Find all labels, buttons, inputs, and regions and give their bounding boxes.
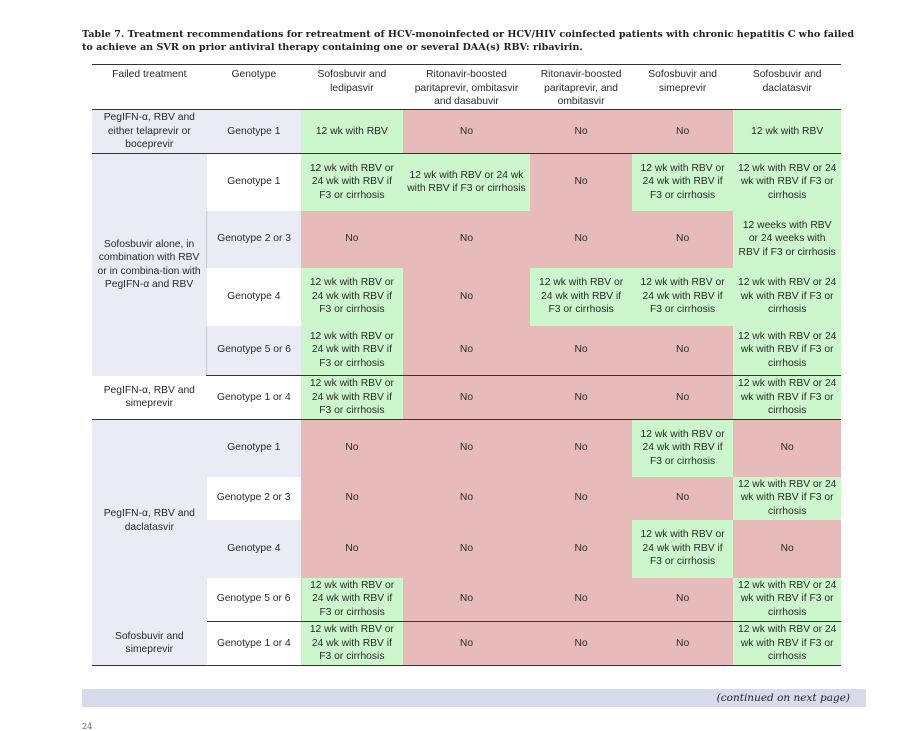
regimen-cell: No (530, 578, 632, 622)
regimen-cell: No (530, 520, 632, 578)
genotype-cell: Genotype 1 (207, 154, 302, 211)
regimen-cell: 12 wk with RBV or 24 wk with RBV if F3 or cirrhosis (632, 154, 734, 211)
failed-treatment-cell: PegIFN-α, RBV and daclatasvir (92, 420, 207, 622)
regimen-cell: No (632, 211, 734, 268)
regimen-cell: No (403, 110, 531, 154)
regimen-cell: No (530, 110, 632, 154)
genotype-cell: Genotype 4 (207, 520, 302, 578)
regimen-cell: No (733, 420, 841, 477)
table-caption: Table 7. Treatment recommendations for retreatment of HCV-monoinfected or HCV/HIV coinfected patients with chronic hepatitis C who failed to achieve an SVR on prior antiviral therapy containing one or several DAA(s) RBV: ribavirin. (82, 29, 855, 54)
genotype-cell: Genotype 2 or 3 (207, 477, 302, 520)
genotype-cell: Genotype 5 or 6 (207, 578, 302, 622)
regimen-cell: No (530, 477, 632, 520)
header-sofosbuvir-simeprevir: Sofosbuvir and simeprevir (632, 65, 734, 110)
header-sofosbuvir-daclatasvir: Sofosbuvir and daclatasvir (733, 65, 841, 110)
regimen-cell: 12 wk with RBV or 24 wk with RBV if F3 or cirrhosis (301, 578, 403, 622)
regimen-cell: 12 wk with RBV (733, 110, 841, 154)
regimen-cell: 12 wk with RBV or 24 wk with RBV if F3 or cirrhosis (301, 154, 403, 211)
regimen-cell: 12 wk with RBV or 24 wk with RBV if F3 or cirrhosis (733, 578, 841, 622)
regimen-cell: 12 wk with RBV or 24 wk with RBV if F3 or cirrhosis (733, 154, 841, 211)
regimen-cell: No (632, 376, 734, 420)
regimen-cell: 12 wk with RBV or 24 wk with RBV if F3 or cirrhosis (632, 268, 734, 326)
treatment-table (92, 64, 841, 666)
regimen-cell: 12 wk with RBV or 24 wk with RBV if F3 or cirrhosis (301, 326, 403, 376)
page-number: 24 (82, 722, 93, 731)
genotype-cell: Genotype 1 or 4 (207, 622, 302, 666)
genotype-cell: Genotype 1 (207, 420, 302, 477)
regimen-cell: No (403, 420, 531, 477)
regimen-cell: 12 wk with RBV or 24 wk with RBV if F3 or cirrhosis (403, 154, 531, 211)
header-paritaprevir-ombitasvir-dasabuvir: Ritonavir-boosted paritaprevir, ombitasvir and dasabuvir (403, 65, 531, 110)
regimen-cell: 12 wk with RBV or 24 wk with RBV if F3 or cirrhosis (733, 268, 841, 326)
regimen-cell: 12 wk with RBV or 24 wk with RBV if F3 or cirrhosis (301, 622, 403, 666)
regimen-cell: No (301, 520, 403, 578)
regimen-cell: No (403, 211, 531, 268)
regimen-cell: 12 wk with RBV or 24 wk with RBV if F3 or cirrhosis (301, 376, 403, 420)
continued-note: (continued on next page) (716, 692, 850, 704)
regimen-cell: 12 wk with RBV or 24 wk with RBV if F3 or cirrhosis (733, 376, 841, 420)
regimen-cell: 12 wk with RBV or 24 wk with RBV if F3 or cirrhosis (632, 520, 734, 578)
regimen-cell: No (301, 477, 403, 520)
regimen-cell: No (530, 420, 632, 477)
regimen-cell: 12 wk with RBV (301, 110, 403, 154)
regimen-cell: 12 wk with RBV or 24 wk with RBV if F3 or cirrhosis (632, 420, 734, 477)
regimen-cell: 12 wk with RBV or 24 wk with RBV if F3 or cirrhosis (733, 477, 841, 520)
regimen-cell: No (530, 211, 632, 268)
regimen-cell: No (403, 578, 531, 622)
regimen-cell: No (301, 211, 403, 268)
regimen-cell: No (403, 326, 531, 376)
regimen-cell: No (632, 477, 734, 520)
regimen-cell: No (733, 520, 841, 578)
regimen-cell: No (632, 578, 734, 622)
header-genotype: Genotype (207, 65, 302, 110)
genotype-cell: Genotype 2 or 3 (207, 211, 302, 268)
table-row (92, 376, 841, 420)
regimen-cell: No (301, 420, 403, 477)
header-paritaprevir-ombitasvir: Ritonavir-boosted paritaprevir, and ombitasvir (530, 65, 632, 110)
genotype-cell: Genotype 4 (207, 268, 302, 326)
regimen-cell: No (530, 154, 632, 211)
regimen-cell: No (632, 110, 734, 154)
genotype-cell: Genotype 1 (207, 110, 302, 154)
genotype-cell: Genotype 1 or 4 (207, 376, 302, 420)
regimen-cell: No (403, 520, 531, 578)
regimen-cell: 12 wk with RBV or 24 wk with RBV if F3 or cirrhosis (733, 326, 841, 376)
failed-treatment-cell: PegIFN-α, RBV and simeprevir (92, 376, 207, 420)
header-row (92, 65, 841, 110)
table-row (92, 420, 841, 477)
table-row (92, 110, 841, 154)
failed-treatment-cell: Sofosbuvir alone, in combination with RBV or in combina-tion with PegIFN-α and RBV (92, 154, 207, 376)
regimen-cell: No (403, 622, 531, 666)
regimen-cell: No (403, 477, 531, 520)
continued-bar (82, 689, 866, 707)
regimen-cell: No (530, 376, 632, 420)
regimen-cell: No (530, 622, 632, 666)
header-failed-treatment: Failed treatment (92, 65, 207, 110)
genotype-cell: Genotype 5 or 6 (207, 326, 302, 376)
failed-treatment-cell: Sofosbuvir and simeprevir (92, 622, 207, 666)
regimen-cell: No (632, 622, 734, 666)
table-row (92, 154, 841, 211)
header-sofosbuvir-ledipasvir: Sofosbuvir and ledipasvir (301, 65, 403, 110)
regimen-cell: No (403, 376, 531, 420)
regimen-cell: 12 weeks with RBV or 24 weeks with RBV if F3 or cirrhosis (733, 211, 841, 268)
regimen-cell: No (530, 326, 632, 376)
regimen-cell: 12 wk with RBV or 24 wk with RBV if F3 or cirrhosis (733, 622, 841, 666)
regimen-cell: No (403, 268, 531, 326)
regimen-cell: 12 wk with RBV or 24 wk with RBV if F3 or cirrhosis (301, 268, 403, 326)
regimen-cell: 12 wk with RBV or 24 wk with RBV if F3 or cirrhosis (530, 268, 632, 326)
regimen-cell: No (632, 326, 734, 376)
table-row (92, 622, 841, 666)
failed-treatment-cell: PegIFN-α, RBV and either telaprevir or boceprevir (92, 110, 207, 154)
